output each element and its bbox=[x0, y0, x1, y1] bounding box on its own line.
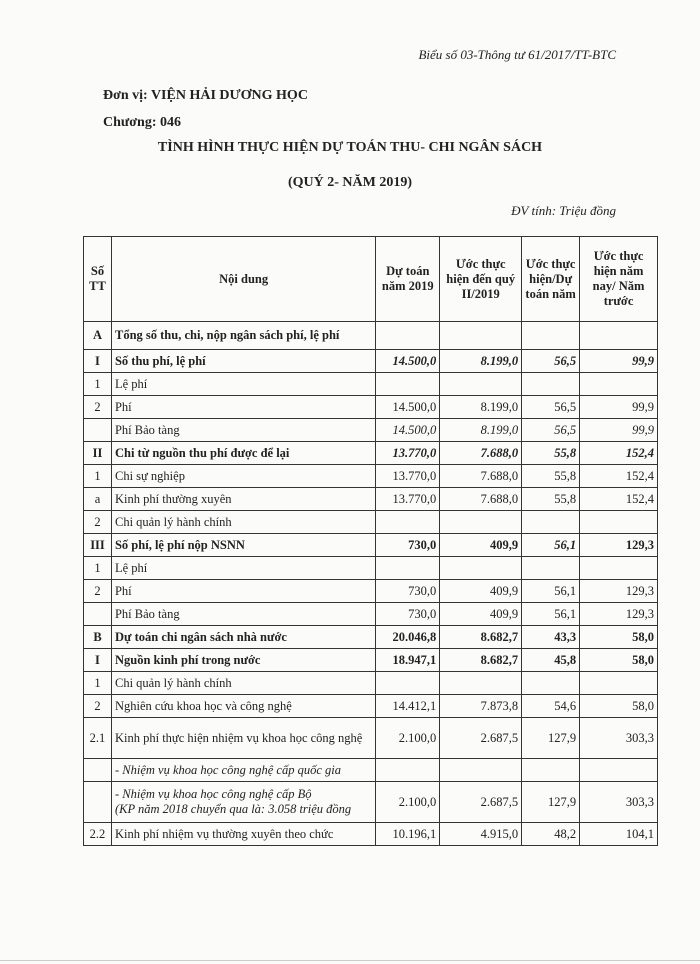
col-header-content: Nội dung bbox=[111, 237, 375, 322]
cell-yoy: 303,3 bbox=[580, 782, 658, 823]
cell-yoy: 58,0 bbox=[580, 695, 658, 718]
cell-no: 1 bbox=[84, 672, 112, 695]
table-row bbox=[84, 511, 658, 534]
cell-content: Kinh phí thường xuyên bbox=[111, 488, 375, 511]
cell-yoy: 99,9 bbox=[580, 350, 658, 373]
budget-table bbox=[83, 236, 658, 846]
cell-no bbox=[84, 759, 112, 782]
cell-content: Chi sự nghiệp bbox=[111, 465, 375, 488]
cell-content: Số phí, lệ phí nộp NSNN bbox=[111, 534, 375, 557]
table-row bbox=[84, 350, 658, 373]
cell-yoy: 129,3 bbox=[580, 603, 658, 626]
table-row bbox=[84, 649, 658, 672]
cell-estimate: 8.199,0 bbox=[440, 350, 522, 373]
col-header-estimate: Ước thực hiện đến quý II/2019 bbox=[440, 237, 522, 322]
cell-ratio: 55,8 bbox=[522, 488, 580, 511]
cell-content: Chi từ nguồn thu phí được để lại bbox=[111, 442, 375, 465]
cell-yoy: 303,3 bbox=[580, 718, 658, 759]
cell-yoy: 99,9 bbox=[580, 419, 658, 442]
table-row bbox=[84, 759, 658, 782]
cell-budget: 14.500,0 bbox=[376, 396, 440, 419]
cell-no: 2 bbox=[84, 580, 112, 603]
cell-budget bbox=[376, 322, 440, 350]
table-row bbox=[84, 580, 658, 603]
cell-no: 2 bbox=[84, 396, 112, 419]
cell-estimate: 409,9 bbox=[440, 603, 522, 626]
cell-estimate bbox=[440, 557, 522, 580]
cell-yoy: 104,1 bbox=[580, 823, 658, 846]
cell-ratio bbox=[522, 511, 580, 534]
cell-ratio: 55,8 bbox=[522, 442, 580, 465]
table-row bbox=[84, 823, 658, 846]
cell-ratio: 45,8 bbox=[522, 649, 580, 672]
unit-note: ĐV tính: Triệu đồng bbox=[511, 203, 616, 218]
cell-budget bbox=[376, 557, 440, 580]
cell-yoy: 129,3 bbox=[580, 534, 658, 557]
cell-ratio: 48,2 bbox=[522, 823, 580, 846]
page-title: TÌNH HÌNH THỰC HIỆN DỰ TOÁN THU- CHI NGÂN SÁCH bbox=[157, 140, 543, 155]
cell-ratio: 56,5 bbox=[522, 396, 580, 419]
cell-content-line1: - Nhiệm vụ khoa học công nghệ cấp Bộ bbox=[114, 787, 312, 801]
cell-content: - Nhiệm vụ khoa học công nghệ cấp quốc gia bbox=[111, 759, 375, 782]
cell-ratio: 56,1 bbox=[522, 534, 580, 557]
cell-estimate bbox=[440, 672, 522, 695]
cell-no: 1 bbox=[84, 373, 112, 396]
cell-estimate: 8.199,0 bbox=[440, 396, 522, 419]
table-row bbox=[84, 465, 658, 488]
page-subtitle: (QUÝ 2- NĂM 2019) bbox=[287, 175, 413, 190]
cell-estimate: 409,9 bbox=[440, 534, 522, 557]
cell-ratio bbox=[522, 373, 580, 396]
cell-no: I bbox=[84, 350, 112, 373]
cell-budget: 730,0 bbox=[376, 580, 440, 603]
cell-estimate: 7.688,0 bbox=[440, 442, 522, 465]
table-row bbox=[84, 672, 658, 695]
cell-estimate: 8.682,7 bbox=[440, 649, 522, 672]
table-row bbox=[84, 718, 658, 759]
cell-content: Tổng số thu, chi, nộp ngân sách phí, lệ phí bbox=[111, 322, 375, 350]
col-header-yoy: Ước thực hiện năm nay/ Năm trước bbox=[580, 237, 658, 322]
cell-content: Kinh phí thực hiện nhiệm vụ khoa học công nghệ bbox=[111, 718, 375, 759]
cell-content: Phí Bảo tàng bbox=[111, 603, 375, 626]
table-row bbox=[84, 603, 658, 626]
cell-content: Dự toán chi ngân sách nhà nước bbox=[111, 626, 375, 649]
cell-yoy: 58,0 bbox=[580, 649, 658, 672]
cell-ratio: 43,3 bbox=[522, 626, 580, 649]
table-row bbox=[84, 419, 658, 442]
col-header-ratio: Ước thực hiện/Dự toán năm bbox=[522, 237, 580, 322]
cell-content: Kinh phí nhiệm vụ thường xuyên theo chức bbox=[111, 823, 375, 846]
cell-ratio: 127,9 bbox=[522, 718, 580, 759]
cell-yoy: 152,4 bbox=[580, 488, 658, 511]
cell-content: Lệ phí bbox=[111, 373, 375, 396]
cell-no: III bbox=[84, 534, 112, 557]
cell-budget bbox=[376, 373, 440, 396]
cell-no bbox=[84, 419, 112, 442]
cell-content bbox=[111, 782, 375, 823]
cell-yoy: 99,9 bbox=[580, 396, 658, 419]
cell-ratio: 56,1 bbox=[522, 603, 580, 626]
cell-budget: 730,0 bbox=[376, 603, 440, 626]
cell-no: B bbox=[84, 626, 112, 649]
cell-estimate bbox=[440, 322, 522, 350]
cell-yoy bbox=[580, 373, 658, 396]
cell-budget: 20.046,8 bbox=[376, 626, 440, 649]
cell-ratio bbox=[522, 759, 580, 782]
cell-no bbox=[84, 782, 112, 823]
cell-ratio: 54,6 bbox=[522, 695, 580, 718]
cell-yoy: 152,4 bbox=[580, 465, 658, 488]
cell-ratio bbox=[522, 672, 580, 695]
cell-content: Phí bbox=[111, 396, 375, 419]
cell-yoy: 152,4 bbox=[580, 442, 658, 465]
col-header-budget: Dự toán năm 2019 bbox=[376, 237, 440, 322]
cell-no: a bbox=[84, 488, 112, 511]
cell-content: Phí Bảo tàng bbox=[111, 419, 375, 442]
table-row bbox=[84, 322, 658, 350]
cell-no: 2.2 bbox=[84, 823, 112, 846]
cell-estimate bbox=[440, 511, 522, 534]
cell-ratio: 127,9 bbox=[522, 782, 580, 823]
table-row bbox=[84, 442, 658, 465]
table-row bbox=[84, 534, 658, 557]
table-header-row bbox=[84, 237, 658, 322]
cell-content: Chi quản lý hành chính bbox=[111, 511, 375, 534]
cell-no: A bbox=[84, 322, 112, 350]
cell-budget: 18.947,1 bbox=[376, 649, 440, 672]
cell-no: 2 bbox=[84, 511, 112, 534]
cell-estimate: 8.682,7 bbox=[440, 626, 522, 649]
cell-estimate: 2.687,5 bbox=[440, 782, 522, 823]
table-row bbox=[84, 488, 658, 511]
cell-budget: 13.770,0 bbox=[376, 465, 440, 488]
cell-budget: 13.770,0 bbox=[376, 442, 440, 465]
form-number: Biểu số 03-Thông tư 61/2017/TT-BTC bbox=[418, 47, 616, 62]
table-row bbox=[84, 373, 658, 396]
cell-content: Phí bbox=[111, 580, 375, 603]
cell-ratio: 56,5 bbox=[522, 419, 580, 442]
cell-yoy bbox=[580, 759, 658, 782]
cell-budget: 14.412,1 bbox=[376, 695, 440, 718]
cell-content: Nguồn kinh phí trong nước bbox=[111, 649, 375, 672]
cell-no: 1 bbox=[84, 465, 112, 488]
cell-yoy bbox=[580, 322, 658, 350]
cell-ratio bbox=[522, 557, 580, 580]
cell-budget bbox=[376, 759, 440, 782]
cell-yoy: 129,3 bbox=[580, 580, 658, 603]
cell-no: 2 bbox=[84, 695, 112, 718]
cell-estimate: 7.688,0 bbox=[440, 465, 522, 488]
cell-yoy bbox=[580, 511, 658, 534]
table-row bbox=[84, 626, 658, 649]
table-row bbox=[84, 396, 658, 419]
cell-budget: 14.500,0 bbox=[376, 350, 440, 373]
table-row bbox=[84, 695, 658, 718]
cell-ratio bbox=[522, 322, 580, 350]
cell-estimate: 7.873,8 bbox=[440, 695, 522, 718]
page-edge-line bbox=[0, 960, 700, 961]
cell-no: II bbox=[84, 442, 112, 465]
cell-no: I bbox=[84, 649, 112, 672]
table-row bbox=[84, 782, 658, 823]
cell-ratio: 56,5 bbox=[522, 350, 580, 373]
col-header-no: Số TT bbox=[84, 237, 112, 322]
cell-content: Nghiên cứu khoa học và công nghệ bbox=[111, 695, 375, 718]
cell-budget bbox=[376, 672, 440, 695]
cell-estimate: 7.688,0 bbox=[440, 488, 522, 511]
cell-no: 1 bbox=[84, 557, 112, 580]
table-row bbox=[84, 557, 658, 580]
cell-yoy: 58,0 bbox=[580, 626, 658, 649]
cell-budget: 10.196,1 bbox=[376, 823, 440, 846]
cell-ratio: 56,1 bbox=[522, 580, 580, 603]
cell-budget: 14.500,0 bbox=[376, 419, 440, 442]
cell-content: Số thu phí, lệ phí bbox=[111, 350, 375, 373]
cell-budget bbox=[376, 511, 440, 534]
cell-budget: 13.770,0 bbox=[376, 488, 440, 511]
cell-estimate: 2.687,5 bbox=[440, 718, 522, 759]
cell-ratio: 55,8 bbox=[522, 465, 580, 488]
cell-budget: 730,0 bbox=[376, 534, 440, 557]
chapter-code: Chương: 046 bbox=[103, 115, 181, 130]
cell-no: 2.1 bbox=[84, 718, 112, 759]
cell-budget: 2.100,0 bbox=[376, 718, 440, 759]
cell-estimate: 8.199,0 bbox=[440, 419, 522, 442]
unit-name: Đơn vị: VIỆN HẢI DƯƠNG HỌC bbox=[103, 88, 308, 103]
cell-content: Lệ phí bbox=[111, 557, 375, 580]
cell-estimate: 4.915,0 bbox=[440, 823, 522, 846]
cell-yoy bbox=[580, 557, 658, 580]
cell-budget: 2.100,0 bbox=[376, 782, 440, 823]
cell-estimate bbox=[440, 373, 522, 396]
cell-yoy bbox=[580, 672, 658, 695]
cell-content: Chi quản lý hành chính bbox=[111, 672, 375, 695]
cell-estimate bbox=[440, 759, 522, 782]
cell-content-line2: (KP năm 2018 chuyển qua là: 3.058 triệu đồng bbox=[114, 802, 352, 816]
cell-no bbox=[84, 603, 112, 626]
cell-estimate: 409,9 bbox=[440, 580, 522, 603]
